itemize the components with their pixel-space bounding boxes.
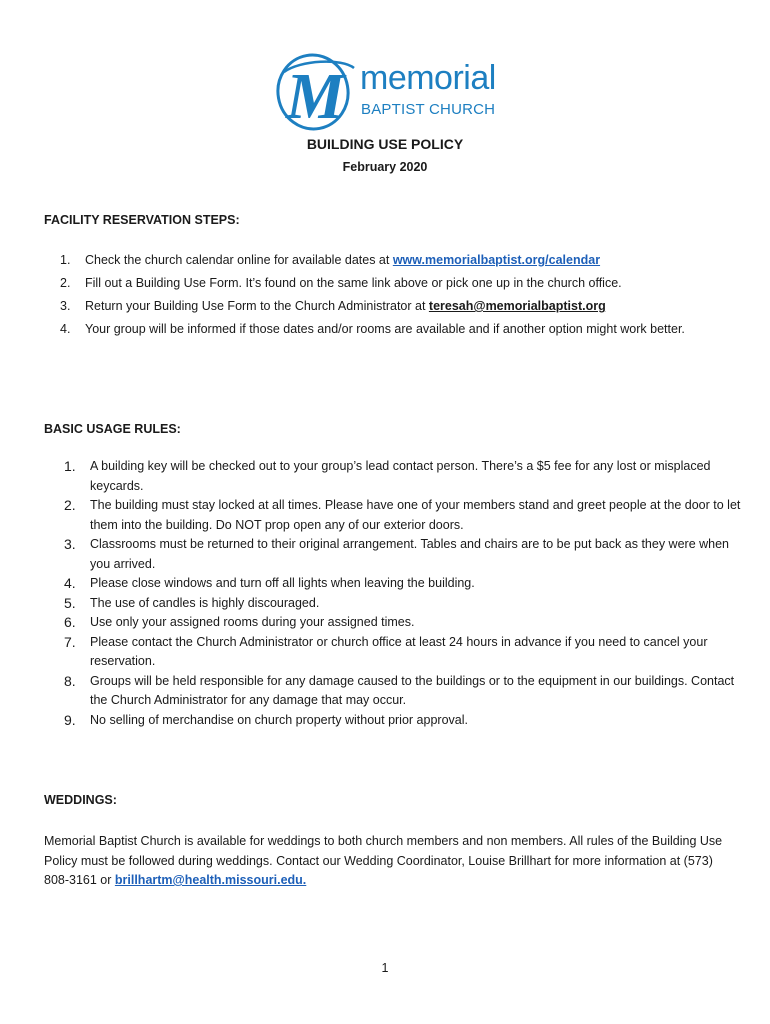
rules-heading: BASIC USAGE RULES: bbox=[44, 422, 181, 436]
usage-rules-list bbox=[64, 457, 744, 730]
reservation-heading: FACILITY RESERVATION STEPS: bbox=[44, 213, 240, 227]
list-item: 1. Check the church calendar online for available dates at www.memorialbaptist.org/calendar bbox=[60, 253, 601, 267]
list-item: 3. Return your Building Use Form to the Church Administrator at teresah@memorialbaptist.org bbox=[60, 299, 606, 313]
list-item: 1. A building key will be checked out to your group’s lead contact person. There’s a $5 fee for any lost or misplaced keycards. bbox=[64, 458, 711, 493]
document-date: February 2020 bbox=[342, 160, 428, 174]
svg-text:M: M bbox=[286, 60, 345, 132]
page-number: 1 bbox=[381, 961, 389, 975]
list-item: 4. Your group will be informed if those dates and/or rooms are available and if another option might work better. bbox=[60, 322, 685, 336]
list-item: 8. Groups will be held responsible for any damage caused to the buildings or to the equipment in our buildings. Contact the Church Administrator for any damage that may occur. bbox=[64, 672, 735, 707]
calendar-link[interactable]: www.memorialbaptist.org/calendar bbox=[392, 253, 601, 267]
reservation-steps-list bbox=[60, 249, 740, 341]
list-item: 2. The building must stay locked at all times. Please have one of your members stand and greet people at the door to let them into the building. Do NOT prop open any of our exterior doors. bbox=[64, 497, 741, 532]
administrator-email-link[interactable]: teresah@memorialbaptist.org bbox=[428, 299, 606, 313]
weddings-paragraph: Memorial Baptist Church is available for weddings to both church members and non members. All rules of the Building Use Policy must be followed during weddings. Contact our Wedding Coordinator, Louise Brillhart for more information at (573) 808-3161 or brillhartm@health.missouri.edu. bbox=[44, 834, 723, 887]
list-item: 6. Use only your assigned rooms during your assigned times. bbox=[64, 614, 415, 630]
document-title: BUILDING USE POLICY bbox=[306, 136, 464, 152]
list-item: 5. The use of candles is highly discouraged. bbox=[64, 594, 320, 611]
logo-wordmark: memorial bbox=[360, 59, 496, 97]
list-item: 9. No selling of merchandise on church property without prior approval. bbox=[64, 711, 468, 728]
memorial-m-logo-icon bbox=[272, 50, 360, 132]
weddings-heading: WEDDINGS: bbox=[44, 793, 117, 807]
list-item: 7. Please contact the Church Administrator or church office at least 24 hours in advance if you need to cancel your reservation. bbox=[64, 633, 708, 668]
wedding-coordinator-email-link[interactable]: brillhartm@health.missouri.edu. bbox=[114, 873, 307, 887]
logo-subtitle: BAPTIST CHURCH bbox=[361, 101, 496, 118]
list-item: 4. Please close windows and turn off all lights when leaving the building. bbox=[64, 575, 475, 591]
church-logo bbox=[272, 50, 512, 132]
list-item: 3. Classrooms must be returned to their original arrangement. Tables and chairs are to be put back as they were when you arrived. bbox=[64, 536, 729, 571]
list-item: 2. Fill out a Building Use Form. It’s found on the same link above or pick one up in the church office. bbox=[60, 276, 622, 290]
